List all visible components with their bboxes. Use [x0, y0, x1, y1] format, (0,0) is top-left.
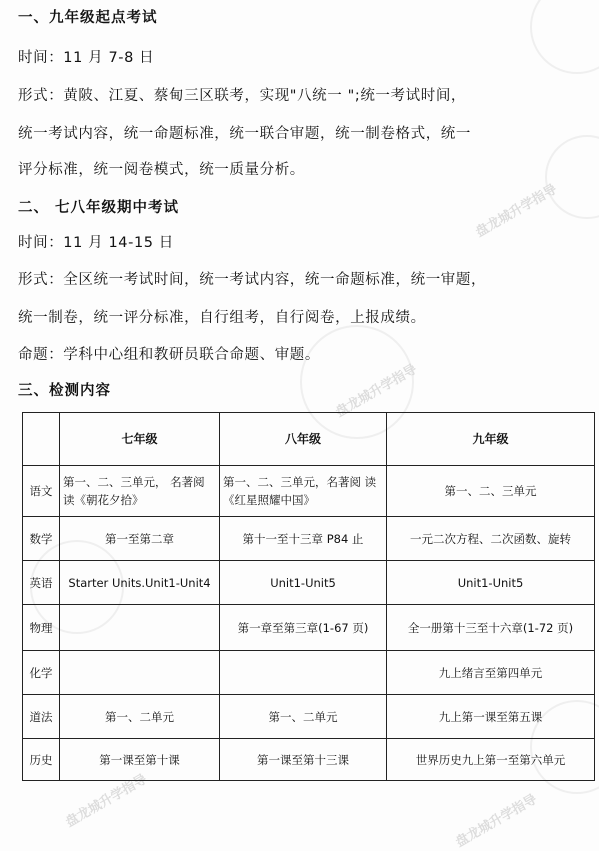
- grade9-cell: Unit1-Unit5: [387, 561, 595, 605]
- table-row: [23, 651, 595, 695]
- grade7-cell: 第一、二、三单元， 名著阅读《朝花夕拾》: [60, 466, 220, 517]
- table-row: [23, 517, 595, 561]
- section-3-heading: 三、检测内容: [18, 383, 111, 399]
- grade8-cell: 第一课至第十三课: [220, 739, 387, 781]
- subject-cell: 化学: [23, 651, 60, 695]
- subject-cell: 数学: [23, 517, 60, 561]
- grade7-cell: 第一课至第十课: [60, 739, 220, 781]
- grade9-cell: 九上绪言至第四单元: [387, 651, 595, 695]
- exam-content-table: [22, 412, 595, 781]
- grade9-cell: 一元二次方程、二次函数、旋转: [387, 517, 595, 561]
- section-1-heading: 一、九年级起点考试: [18, 10, 158, 26]
- subject-cell: 语文: [23, 466, 60, 517]
- section-2-form-line: 形式：全区统一考试时间，统一考试内容，统一命题标准，统一审题，: [18, 272, 487, 288]
- watermark-text: 盘龙城升学指导: [453, 791, 540, 851]
- grade8-cell: 第一章至第三章(1-67 页): [220, 605, 387, 651]
- table-header-cell: 八年级: [220, 413, 387, 466]
- grade9-cell: 第一、二、三单元: [387, 466, 595, 517]
- table-row: [23, 695, 595, 739]
- subject-cell: 道法: [23, 695, 60, 739]
- grade8-cell: 第一、二、三单元，名著阅 读《红星照耀中国》: [220, 466, 387, 517]
- table-header-cell: [23, 413, 60, 466]
- grade8-cell: 第一、二单元: [220, 695, 387, 739]
- section-1-form-line: 形式：黄陂、江夏、蔡甸三区联考，实现"八统一 ";统一考试时间，: [18, 88, 467, 104]
- section-2-time: 时间：11 月 14-15 日: [18, 235, 174, 251]
- grade7-cell: [60, 605, 220, 651]
- table-row: [23, 561, 595, 605]
- grade7-cell: [60, 651, 220, 695]
- section-1-time: 时间：11 月 7-8 日: [18, 50, 155, 66]
- grade9-cell: 世界历史九上第一至第六单元: [387, 739, 595, 781]
- watermark-text: 盘龙城升学指导: [63, 771, 150, 831]
- table-header-cell: 九年级: [387, 413, 595, 466]
- watermark-text: 盘龙城升学指导: [473, 181, 560, 241]
- grade9-cell: 全一册第十三至十六章(1-72 页): [387, 605, 595, 651]
- watermark-text: 盘龙城升学指导: [333, 361, 420, 421]
- table-row: [23, 739, 595, 781]
- section-2-heading: 二、 七八年级期中考试: [18, 200, 180, 216]
- table-row: [23, 466, 595, 517]
- subject-cell: 英语: [23, 561, 60, 605]
- section-1-form-line: 评分标准，统一阅卷模式，统一质量分析。: [18, 162, 305, 178]
- grade7-cell: Starter Units.Unit1-Unit4: [60, 561, 220, 605]
- table-header-cell: 七年级: [60, 413, 220, 466]
- grade7-cell: 第一、二单元: [60, 695, 220, 739]
- subject-cell: 历史: [23, 739, 60, 781]
- table-header-row: [23, 413, 595, 466]
- grade8-cell: 第十一至十三章 P84 止: [220, 517, 387, 561]
- section-1-form-line: 统一考试内容，统一命题标准，统一联合审题，统一制卷格式，统一: [18, 126, 471, 142]
- grade8-cell: Unit1-Unit5: [220, 561, 387, 605]
- subject-cell: 物理: [23, 605, 60, 651]
- grade9-cell: 九上第一课至第五课: [387, 695, 595, 739]
- section-2-form-line: 统一制卷，统一评分标准，自行组考，自行阅卷，上报成绩。: [18, 310, 426, 326]
- grade7-cell: 第一至第二章: [60, 517, 220, 561]
- grade8-cell: [220, 651, 387, 695]
- table-row: [23, 605, 595, 651]
- section-2-proposition: 命题：学科中心组和教研员联合命题、审题。: [18, 347, 320, 363]
